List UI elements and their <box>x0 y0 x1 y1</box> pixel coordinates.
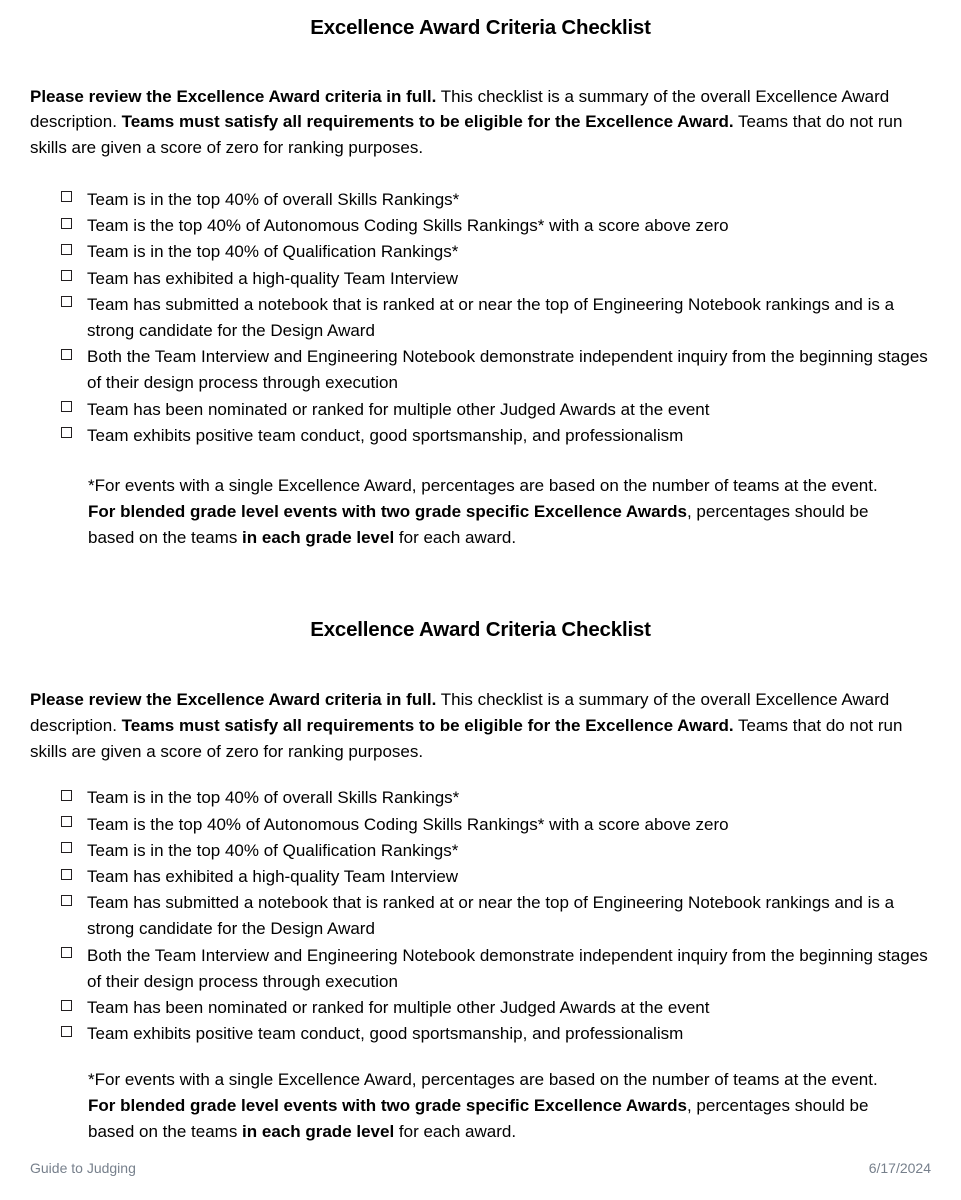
checkbox-icon[interactable] <box>61 349 72 360</box>
page-title: Excellence Award Criteria Checklist <box>310 16 651 39</box>
footer-date: 6/17/2024 <box>868 1160 931 1176</box>
checkbox-icon[interactable] <box>61 790 72 801</box>
checklist-wrapper <box>30 187 931 449</box>
list-item[interactable] <box>30 890 931 942</box>
list-item-label: Team has been nominated or ranked for multiple other Judged Awards at the event <box>87 998 710 1018</box>
checkbox-icon[interactable] <box>61 869 72 880</box>
intro-bold-2: Teams must satisfy all requirements to be eligible for the Excellence Award. <box>116 715 734 735</box>
criteria-list <box>30 187 931 449</box>
list-item-label: Team is in the top 40% of Qualification Rankings* <box>87 840 459 860</box>
list-item-label: Team is in the top 40% of overall Skills Rankings* <box>87 189 460 209</box>
list-item-label: Team has exhibited a high-quality Team Interview <box>87 867 459 886</box>
footnote-text-5: for each award. <box>394 1122 517 1142</box>
list-item-label: Team exhibits positive team conduct, good sportsmanship, and professionalism <box>87 1024 684 1044</box>
list-item-label: Both the Team Interview and Engineering Notebook demonstrate independent inquiry from the beginning stages of their design process through execution <box>87 347 928 393</box>
criteria-list <box>30 785 931 1047</box>
intro-text-3: Teams that do not run skills are given a score of zero for ranking purposes. <box>30 715 903 761</box>
checkbox-icon[interactable] <box>61 1026 72 1037</box>
list-item[interactable] <box>30 266 931 292</box>
intro-text-3: Teams that do not run skills are given a score of zero for ranking purposes. <box>30 112 903 158</box>
list-item[interactable] <box>30 292 931 344</box>
checklist-section-2 <box>30 550 931 1144</box>
list-item-label: Team is the top 40% of Autonomous Coding Skills Rankings* with a score above zero <box>87 216 729 236</box>
list-item[interactable] <box>30 838 931 864</box>
page-footer <box>30 1160 931 1176</box>
checkbox-icon[interactable] <box>61 842 72 853</box>
list-item-label: Team has submitted a notebook that is ranked at or near the top of Engineering Notebook rankings and is a strong candidate for the Design Award <box>87 294 895 340</box>
checkbox-icon[interactable] <box>61 270 72 281</box>
intro-paragraph <box>30 687 923 764</box>
footnote-text-1: *For events with a single Excellence Award, percentages are based on the number of teams at the event. <box>88 1070 878 1090</box>
list-item-label: Team has exhibited a high-quality Team Interview <box>87 268 459 288</box>
footnote-bold-2: For blended grade level events with two grade specific Excellence Awards <box>88 501 687 521</box>
checklist-wrapper <box>30 785 931 1047</box>
list-item[interactable] <box>30 187 931 213</box>
list-item[interactable] <box>30 864 931 890</box>
list-item[interactable] <box>30 397 931 423</box>
list-item[interactable] <box>30 812 931 838</box>
checkbox-icon[interactable] <box>61 816 72 827</box>
footnote-bold-4: in each grade level <box>242 1122 395 1142</box>
list-item[interactable] <box>30 423 931 449</box>
list-item[interactable] <box>30 785 931 811</box>
list-item-label: Team is in the top 40% of overall Skills Rankings* <box>87 788 460 808</box>
list-item-label: Team is the top 40% of Autonomous Coding Skills Rankings* with a score above zero <box>87 814 729 834</box>
checkbox-icon[interactable] <box>61 1000 72 1011</box>
list-item-label: Team is in the top 40% of Qualification Rankings* <box>87 242 459 262</box>
intro-wrapper <box>30 687 923 764</box>
footnote-text-1: *For events with a single Excellence Award, percentages are based on the number of teams at the event. <box>88 476 878 496</box>
checkbox-icon[interactable] <box>61 191 72 202</box>
checkbox-icon[interactable] <box>61 244 72 255</box>
list-item[interactable] <box>30 1021 931 1047</box>
intro-text-1: This checklist is a summary of the overall Excellence Award description. <box>30 86 890 132</box>
checkbox-icon[interactable] <box>61 947 72 958</box>
list-item-label: Team exhibits positive team conduct, good sportsmanship, and professionalism <box>87 425 684 445</box>
footnote-text-3: , percentages should be based on the teams <box>88 501 869 547</box>
intro-lead-bold: Please review the Excellence Award criteria in full. <box>30 86 437 106</box>
intro-text-1: This checklist is a summary of the overall Excellence Award description. <box>30 690 890 735</box>
list-item[interactable] <box>30 943 931 995</box>
footnote-text-3: , percentages should be based on the teams <box>88 1096 869 1142</box>
checkbox-icon[interactable] <box>61 296 72 307</box>
checkbox-icon[interactable] <box>61 401 72 412</box>
list-item[interactable] <box>30 213 931 239</box>
footnote-paragraph <box>30 473 931 550</box>
list-item[interactable] <box>30 995 931 1021</box>
list-item-label: Both the Team Interview and Engineering Notebook demonstrate independent inquiry from the beginning stages of their design process through execution <box>87 945 928 991</box>
checkbox-icon[interactable] <box>61 427 72 438</box>
intro-wrapper <box>30 84 923 161</box>
list-item[interactable] <box>30 344 931 396</box>
footnote-bold-4: in each grade level <box>242 527 395 547</box>
intro-bold-2: Teams must satisfy all requirements to be eligible for the Excellence Award. <box>116 112 734 132</box>
footnote-bold-2: For blended grade level events with two grade specific Excellence Awards <box>88 1096 687 1116</box>
checkbox-icon[interactable] <box>61 218 72 229</box>
page-title: Excellence Award Criteria Checklist <box>310 618 651 642</box>
footnote-paragraph <box>30 1067 931 1144</box>
intro-lead-bold: Please review the Excellence Award criteria in full. <box>30 690 437 709</box>
list-item-label: Team has been nominated or ranked for multiple other Judged Awards at the event <box>87 399 710 419</box>
list-item[interactable] <box>30 239 931 265</box>
footnote-text-5: for each award. <box>394 527 517 547</box>
checkbox-icon[interactable] <box>61 895 72 906</box>
list-item-label: Team has submitted a notebook that is ranked at or near the top of Engineering Notebook rankings and is a strong candidate for the Design Award <box>87 893 895 939</box>
intro-paragraph <box>30 84 923 161</box>
footer-document-name: Guide to Judging <box>30 1160 136 1176</box>
checklist-section-1 <box>30 0 931 550</box>
